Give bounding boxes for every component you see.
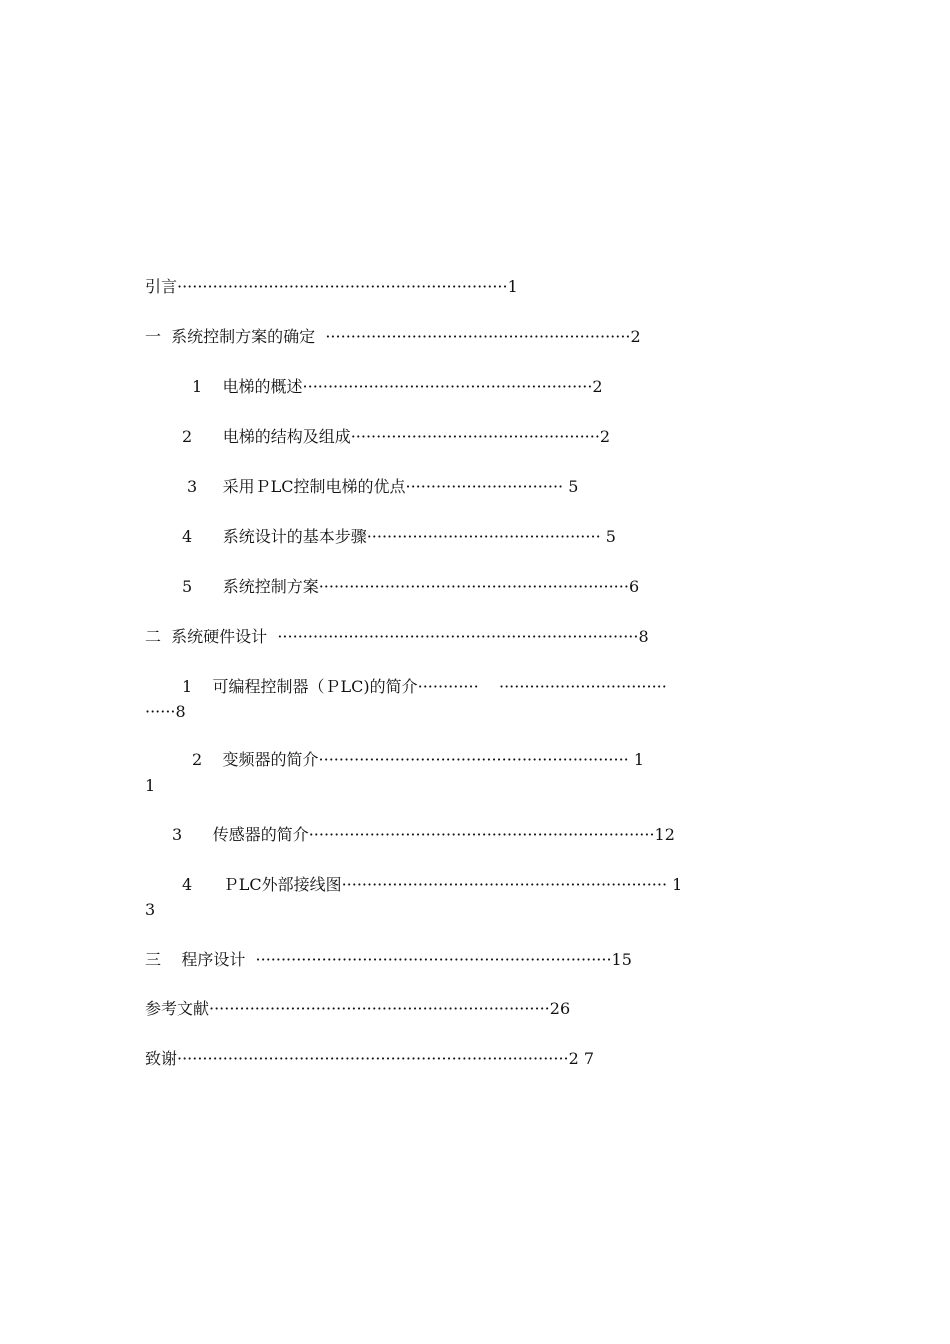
toc-entry-ch2-4-cont: 3 [145,900,156,919]
toc-entry-ch1-5: 5 系统控制方案·····························································6 [182,577,640,596]
toc-entry-intro: 引言·································································1 [145,277,518,296]
toc-entry-ch1-2: 2 电梯的结构及组成·················································2 [182,427,611,446]
toc-entry-ch2: 二 系统硬件设计 ·······································································8 [145,627,649,646]
toc-entry-ch2-1: 1 可编程控制器（ＰLC)的简介············ ································· [182,677,667,696]
toc-entry-references: 参考文献···································································26 [145,999,571,1018]
toc-entry-ch2-2-cont: 1 [145,776,156,795]
toc-entry-ch2-1-cont: ······8 [145,702,186,721]
toc-entry-ch1: 一 系统控制方案的确定 ····························································2 [145,327,641,346]
toc-entry-ch2-4: 4 ＰLC外部接线图································································ 1 [182,875,683,894]
toc-entry-ch2-3: 3 传感器的简介····································································12 [172,825,675,844]
toc-entry-ch1-3: 3 采用ＰLC控制电梯的优点······························· 5 [187,477,579,496]
toc-entry-acknowledgements: 致谢·············································································2 7 [145,1049,595,1068]
toc-entry-ch3: 三 程序设计 ······································································15 [145,950,632,969]
toc-entry-ch1-4: 4 系统设计的基本步骤·············································· 5 [182,527,616,546]
toc-entry-ch1-1: 1 电梯的概述·························································2 [192,377,603,396]
toc-entry-ch2-2: 2 变频器的简介····························································· 1 [192,750,645,769]
